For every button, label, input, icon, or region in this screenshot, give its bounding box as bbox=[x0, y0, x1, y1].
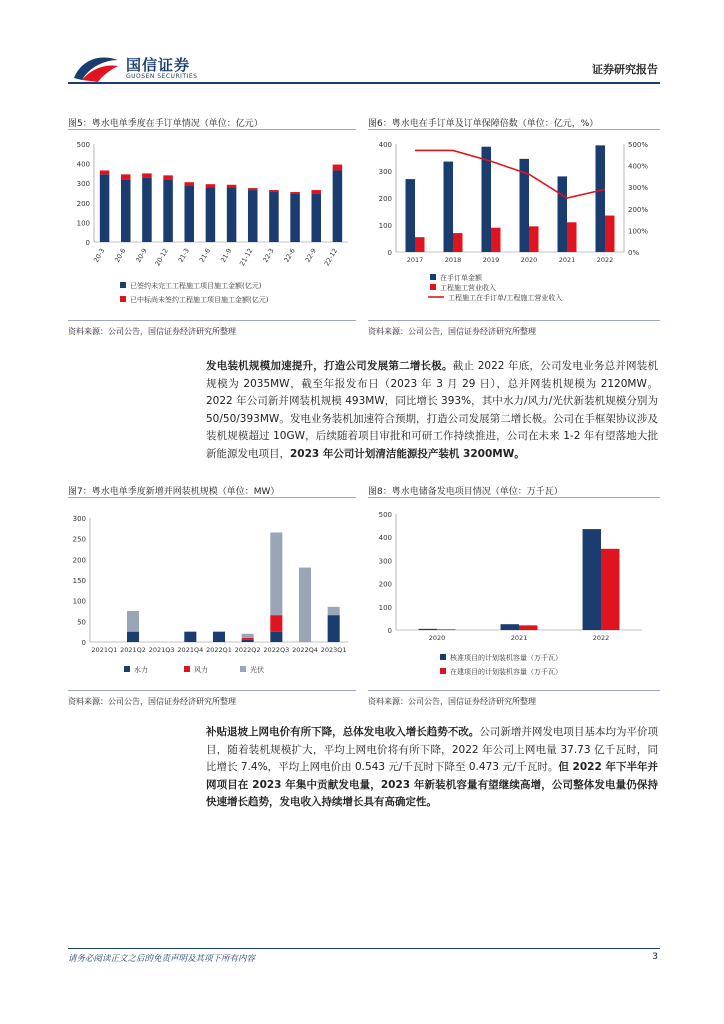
bar bbox=[100, 174, 110, 242]
fig7-source: 资料来源：公司公告，国信证券经济研究所整理 bbox=[68, 697, 236, 706]
x-tick-label: 21-9 bbox=[219, 247, 234, 264]
bar bbox=[601, 549, 619, 630]
y-tick-label: 400 bbox=[378, 141, 392, 149]
bar bbox=[100, 170, 110, 174]
legend-swatch bbox=[430, 274, 436, 280]
legend-label: 水力 bbox=[134, 666, 148, 674]
header-rule bbox=[68, 82, 660, 84]
legend-label: 光伏 bbox=[250, 666, 264, 674]
legend-label: 在建项目的计划装机容量（万千瓦） bbox=[450, 668, 562, 676]
page-number: 3 bbox=[652, 952, 658, 962]
fig5-title: 图5：粤水电单季度在手订单情况（单位：亿元） bbox=[68, 119, 263, 129]
bar bbox=[333, 165, 343, 171]
y2-tick-label: 0% bbox=[628, 249, 640, 257]
paragraph-2-body: 公司新增并网发电项目基本均为平价项目，随着装机规模扩大，平均上网电价将有所下降，2022 年公司上网电量 37.73 亿千瓦时，同比增长 7.4%，平均上网电价由 0.543 元/千瓦时下降至 0.473 元/千瓦时。 bbox=[206, 726, 659, 773]
y-tick-label: 100 bbox=[378, 603, 392, 612]
y-tick-label: 300 bbox=[76, 180, 90, 189]
legend-swatch bbox=[120, 296, 126, 302]
x-tick-label: 20-3 bbox=[92, 247, 107, 264]
x-tick-label: 2022 bbox=[592, 634, 610, 642]
bar bbox=[248, 188, 258, 190]
bar bbox=[270, 532, 282, 615]
bar bbox=[437, 629, 455, 630]
x-tick-label: 20-9 bbox=[134, 247, 149, 264]
bar bbox=[184, 182, 194, 185]
x-tick-label: 2022Q4 bbox=[292, 646, 318, 654]
report-type: 证券研究报告 bbox=[592, 63, 658, 76]
bar bbox=[406, 179, 416, 252]
bar bbox=[127, 632, 139, 642]
bar bbox=[142, 177, 152, 242]
bar bbox=[453, 233, 463, 252]
y-tick-label: 300 bbox=[378, 168, 392, 176]
footer-disclaimer: 请务必阅读正文之后的免责声明及其项下所有内容 bbox=[68, 954, 256, 964]
bar bbox=[415, 237, 425, 252]
x-tick-label: 2022Q1 bbox=[206, 646, 232, 654]
x-tick-label: 2021Q3 bbox=[148, 646, 175, 654]
bar bbox=[242, 638, 254, 640]
x-tick-label: 2021 bbox=[510, 634, 528, 642]
bar bbox=[127, 611, 139, 632]
y-tick-label: 400 bbox=[378, 534, 392, 543]
y-tick-label: 0 bbox=[387, 627, 392, 635]
legend-swatch bbox=[184, 666, 190, 672]
y-tick-label: 0 bbox=[387, 249, 392, 257]
bar bbox=[311, 190, 321, 194]
fig7-title: 图7：粤水电单季度新增并网装机规模（单位：MW） bbox=[68, 487, 280, 497]
bar bbox=[163, 179, 173, 242]
x-tick-label: 21-3 bbox=[176, 247, 191, 264]
logo-text: 国信证券 bbox=[126, 56, 191, 74]
y-tick-label: 250 bbox=[72, 535, 86, 544]
bar bbox=[444, 162, 454, 252]
x-tick-label: 2022 bbox=[596, 256, 614, 264]
bar bbox=[290, 192, 300, 194]
fig8-source: 资料来源：公司公告，国信证券经济研究所整理 bbox=[368, 697, 536, 706]
legend-swatch bbox=[240, 666, 246, 672]
legend-label: 核准项目的计划装机容量（万千瓦） bbox=[450, 654, 562, 662]
bar bbox=[269, 190, 279, 192]
paragraph-1-body: 截止 2022 年底，公司发电业务总并网装机规模为 2035MW，截至年报发布日（2023 年 3 月 29 日），总并网装机规模为 2120MW。2022 年公司新并网装机规模 493MW，同比增长 393%，其中水力/风力/光伏新装机规模分别为 50/50/393MW。发电业务装机加速符合预期，打造公司发展第二增长极。公司在手框架协议涉及装机规模超过 10GW，后续随着项目审批和可研工作持续推进，公司在未来 1-2 年有望落地大批新能源发电项目， bbox=[206, 360, 658, 460]
y-tick-label: 100 bbox=[76, 219, 90, 228]
y-tick-label: 200 bbox=[72, 556, 86, 565]
fig6-source: 资料来源：公司公告，国信证券经济研究所整理 bbox=[368, 327, 536, 336]
bar bbox=[213, 632, 225, 642]
bar bbox=[248, 190, 258, 242]
bar bbox=[270, 632, 282, 642]
fig6-rule bbox=[368, 129, 660, 130]
bar bbox=[242, 634, 254, 638]
fig7-bottom-rule bbox=[68, 690, 356, 691]
x-tick-label: 2022Q2 bbox=[234, 646, 261, 654]
bar bbox=[605, 216, 615, 252]
fig8-chart bbox=[368, 506, 660, 686]
fig7-rule bbox=[68, 497, 356, 498]
y-tick-label: 400 bbox=[76, 160, 90, 169]
guosen-logo-mark bbox=[72, 52, 122, 84]
y2-tick-label: 300% bbox=[628, 184, 649, 193]
bar bbox=[583, 529, 601, 630]
x-tick-label: 2022Q3 bbox=[263, 646, 290, 654]
legend-label: 风力 bbox=[194, 666, 208, 674]
y-tick-label: 200 bbox=[76, 199, 90, 208]
bar bbox=[142, 173, 152, 177]
legend-label: 在手订单金额 bbox=[440, 274, 482, 282]
logo-subtitle: GUOSEN SECURITIES bbox=[126, 73, 198, 80]
bar bbox=[501, 624, 519, 630]
fig5-source: 资料来源：公司公告，国信证券经济研究所整理 bbox=[68, 327, 236, 336]
y-tick-label: 50 bbox=[77, 618, 86, 627]
x-tick-label: 22-6 bbox=[282, 247, 297, 264]
fig8-bottom-rule bbox=[368, 690, 660, 691]
legend-swatch bbox=[430, 284, 436, 290]
bar bbox=[163, 175, 173, 179]
x-tick-label: 22-12 bbox=[322, 247, 340, 268]
paragraph-installed-capacity bbox=[206, 358, 658, 463]
y-tick-label: 500 bbox=[378, 511, 392, 519]
bar bbox=[333, 170, 343, 242]
fig5-rule bbox=[68, 129, 356, 130]
bar bbox=[206, 187, 216, 242]
y-tick-label: 0 bbox=[85, 239, 90, 247]
x-tick-label: 2021Q2 bbox=[120, 646, 146, 654]
bar bbox=[529, 226, 539, 252]
x-tick-label: 2023Q1 bbox=[320, 646, 347, 654]
fig6-chart bbox=[368, 136, 660, 308]
bar bbox=[328, 607, 340, 615]
bar bbox=[121, 174, 131, 179]
x-tick-label: 2021Q4 bbox=[177, 646, 204, 654]
legend-swatch bbox=[440, 654, 446, 660]
x-tick-label: 22-9 bbox=[303, 247, 318, 264]
x-tick-label: 2017 bbox=[406, 256, 424, 264]
paragraph-power-revenue bbox=[206, 724, 658, 812]
legend-swatch bbox=[440, 668, 446, 674]
y-tick-label: 100 bbox=[72, 597, 86, 606]
bar bbox=[519, 625, 537, 630]
x-tick-label: 2019 bbox=[482, 256, 500, 264]
x-tick-label: 22-3 bbox=[261, 247, 276, 264]
paragraph-1-highlight: 2023 年公司计划清洁能源投产装机 3200MW。 bbox=[290, 447, 525, 460]
legend-swatch bbox=[124, 666, 130, 672]
fig5-bottom-rule bbox=[68, 320, 356, 321]
fig6-bottom-rule bbox=[368, 320, 660, 321]
x-tick-label: 21-6 bbox=[197, 247, 213, 264]
x-tick-label: 2020 bbox=[428, 634, 446, 642]
bar bbox=[491, 228, 501, 252]
y2-tick-label: 100% bbox=[628, 227, 649, 236]
bar bbox=[184, 632, 196, 642]
y2-tick-label: 200% bbox=[628, 205, 649, 214]
y2-tick-label: 400% bbox=[628, 162, 649, 171]
bar bbox=[290, 194, 300, 242]
legend-label: 工程施工在手订单/工程施工营业收入 bbox=[448, 294, 563, 302]
y-tick-label: 100 bbox=[378, 222, 392, 230]
bar bbox=[227, 185, 237, 187]
y-tick-label: 500 bbox=[76, 141, 90, 149]
bar bbox=[206, 184, 216, 187]
x-tick-label: 2021 bbox=[558, 256, 576, 264]
fig6-title: 图6：粤水电在手订单及订单保障倍数（单位：亿元，%） bbox=[368, 119, 599, 129]
y-tick-label: 200 bbox=[378, 580, 392, 589]
y-tick-label: 300 bbox=[378, 557, 392, 566]
fig5-chart bbox=[68, 136, 356, 308]
legend-label: 工程施工营业收入 bbox=[440, 284, 496, 292]
fig8-title: 图8：粤水电储备发电项目情况（单位：万千瓦） bbox=[368, 487, 563, 497]
bar bbox=[311, 194, 321, 242]
x-tick-label: 2020 bbox=[520, 256, 538, 264]
x-tick-label: 20-12 bbox=[153, 247, 170, 268]
y-tick-label: 300 bbox=[72, 515, 86, 523]
x-tick-label: 2021Q1 bbox=[91, 646, 118, 654]
bar bbox=[567, 222, 577, 252]
bar bbox=[482, 147, 492, 252]
bar bbox=[270, 615, 282, 632]
x-tick-label: 20-6 bbox=[113, 247, 128, 264]
bar bbox=[227, 187, 237, 242]
bar bbox=[269, 192, 279, 242]
fig7-chart bbox=[68, 506, 356, 682]
legend-label: 已签约未完工工程施工项目施工金额(亿元) bbox=[130, 282, 262, 290]
bar bbox=[184, 185, 194, 242]
y-tick-label: 150 bbox=[72, 577, 86, 585]
bar bbox=[419, 629, 437, 630]
paragraph-1-lead: 发电装机规模加速提升，打造公司发展第二增长极。 bbox=[206, 360, 453, 372]
bar bbox=[328, 615, 340, 642]
paragraph-2-lead: 补贴退坡上网电价有所下降，总体发电收入增长趋势不改。 bbox=[206, 726, 480, 738]
bar bbox=[596, 145, 606, 252]
y-tick-label: 200 bbox=[378, 195, 392, 203]
y2-tick-label: 500% bbox=[628, 141, 649, 149]
paragraph-2-highlight: 但 2022 年下半年并网项目在 2023 年集中贡献发电量，2023 年新装机容量有望继续高增，公司整体发电量仍保持快速增长趋势，发电收入持续增长具有高确定性。 bbox=[206, 761, 658, 808]
bar bbox=[121, 179, 131, 242]
bar bbox=[242, 640, 254, 642]
legend-label: 已中标尚未签约工程施工项目施工金额(亿元) bbox=[130, 296, 269, 304]
legend-swatch bbox=[120, 282, 126, 288]
footer-rule bbox=[68, 948, 660, 949]
fig8-rule bbox=[368, 497, 660, 498]
y-tick-label: 0 bbox=[81, 639, 86, 647]
x-tick-label: 21-12 bbox=[238, 247, 255, 268]
bar bbox=[299, 568, 311, 642]
bar bbox=[558, 176, 568, 252]
x-tick-label: 2018 bbox=[444, 256, 462, 264]
